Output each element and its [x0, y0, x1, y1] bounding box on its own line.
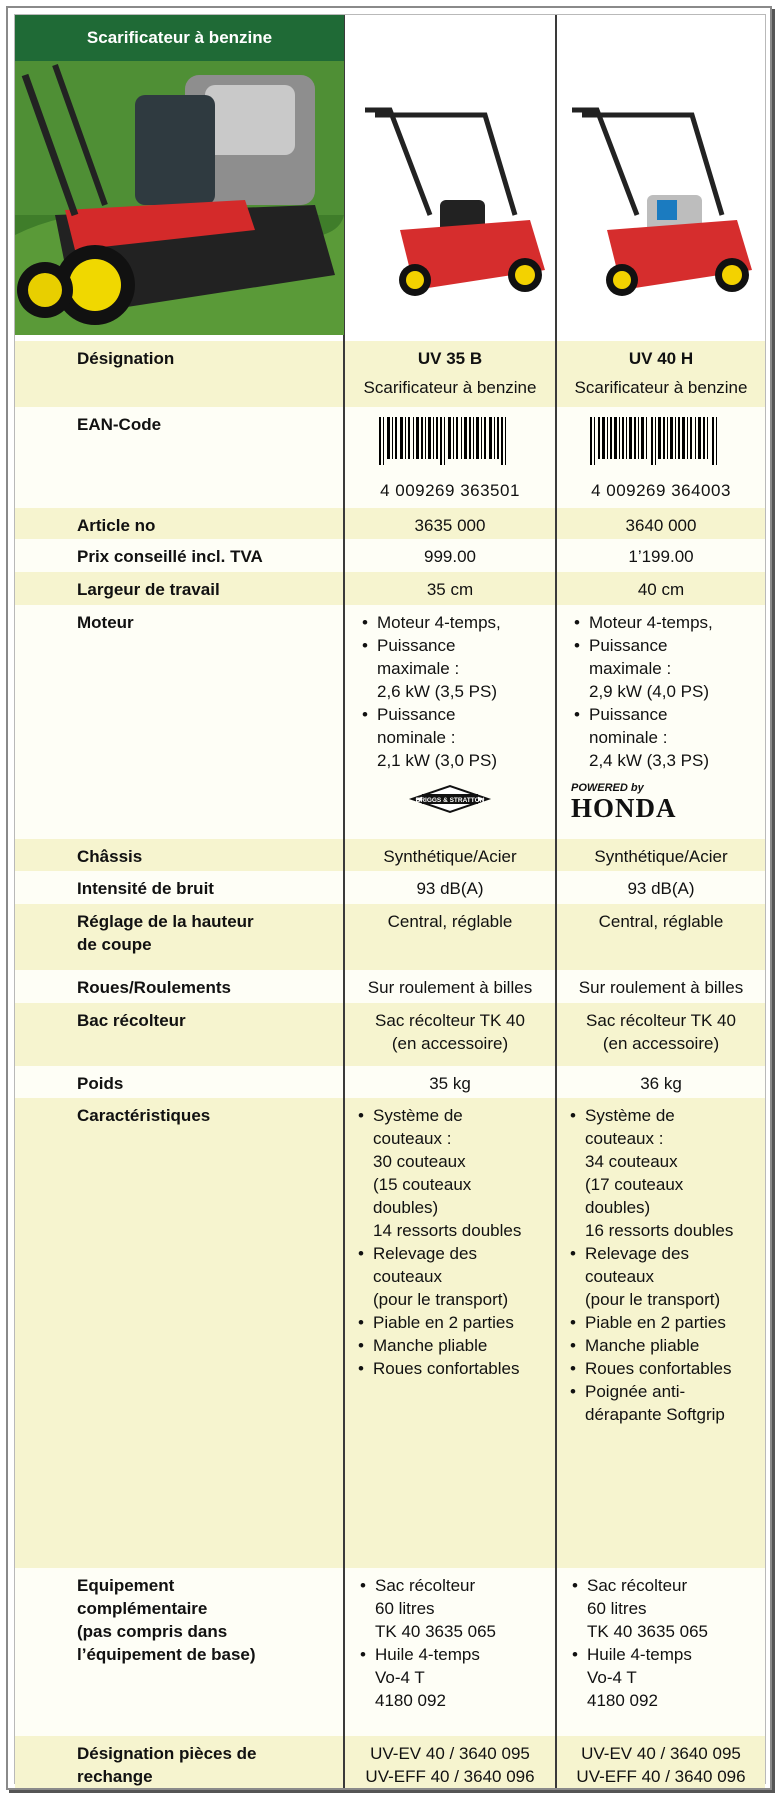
label-weight: Poids: [15, 1066, 344, 1098]
wheels-uv35b: Sur roulement à billes: [344, 970, 556, 1003]
page-frame: [6, 6, 772, 1790]
equipment-uv40h: [556, 1568, 765, 1736]
barcode-icon: [576, 417, 746, 479]
width-uv35b: 35 cm: [344, 572, 556, 605]
product-image-uv35b: [344, 15, 556, 341]
label-equipment: Equipement complémentaire (pas compris dans l’équipement de base): [15, 1568, 344, 1736]
features-list: [345, 1098, 555, 1380]
label-noise: Intensité de bruit: [15, 871, 344, 904]
label-features: Caractéristiques: [15, 1098, 344, 1568]
height-adjust-uv35b: Central, réglable: [344, 904, 556, 970]
list-item: • Système de couteaux : 34 couteaux (17 couteaux doubles) 16 ressorts doubles: [567, 1104, 765, 1242]
price-uv35b: 999.00: [344, 539, 556, 572]
svg-text:BRIGGS & STRATTON: BRIGGS & STRATTON: [415, 797, 485, 804]
list-item: • Sac récolteur 60 litres TK 40 3635 065: [357, 1574, 555, 1643]
list-item: • Sac récolteur 60 litres TK 40 3635 065: [569, 1574, 765, 1643]
article-uv35b: 3635 000: [344, 508, 556, 539]
list-item: • Roues confortables: [567, 1357, 765, 1380]
chassis-uv35b: Synthétique/Acier: [344, 839, 556, 871]
list-item: • Puissance nominale : 2,1 kW (3,0 PS): [359, 703, 555, 772]
label-article: Article no: [15, 508, 344, 539]
label-width: Largeur de travail: [15, 572, 344, 605]
equipment-list: [557, 1568, 765, 1712]
equipment-list: [345, 1568, 555, 1712]
price-uv40h: 1’199.00: [556, 539, 765, 572]
model-name: UV 35 B: [417, 349, 483, 368]
mower-icon: [345, 15, 557, 335]
ean-number: 4 009269 363501: [380, 481, 520, 500]
features-uv40h: [556, 1098, 765, 1568]
motor-list: [345, 605, 555, 772]
label-spares: Désignation pièces de rechange: [15, 1736, 344, 1790]
mower-icon: [557, 15, 766, 335]
noise-uv35b: 93 dB(A): [344, 871, 556, 904]
article-uv40h: 3640 000: [556, 508, 765, 539]
page-title: Scarificateur à benzine: [15, 15, 344, 61]
features-uv35b: [344, 1098, 556, 1568]
barcode-icon: [365, 417, 535, 479]
briggs-stratton-logo-icon: [408, 784, 492, 814]
equipment-uv35b: [344, 1568, 556, 1736]
list-item: • Huile 4-temps Vo-4 T 4180 092: [357, 1643, 555, 1712]
hero-photo: [15, 15, 344, 335]
features-list: [557, 1098, 765, 1426]
designation-uv35b: [344, 341, 556, 407]
weight-uv35b: 35 kg: [344, 1066, 556, 1098]
spares-uv35b: UV-EV 40 / 3640 095 UV-EFF 40 / 3640 096: [344, 1736, 556, 1790]
label-chassis: Châssis: [15, 839, 344, 871]
list-item: • Manche pliable: [567, 1334, 765, 1357]
list-item: • Huile 4-temps Vo-4 T 4180 092: [569, 1643, 765, 1712]
spares-uv40h: UV-EV 40 / 3640 095 UV-EFF 40 / 3640 096: [556, 1736, 765, 1790]
list-item: • Puissance nominale : 2,4 kW (3,3 PS): [571, 703, 765, 772]
motor-uv40h: [556, 605, 765, 839]
list-item: • Moteur 4-temps,: [359, 611, 555, 634]
bag-uv40h: Sac récolteur TK 40 (en accessoire): [556, 1003, 765, 1066]
height-adjust-uv40h: Central, réglable: [556, 904, 765, 970]
list-item: • Puissance maximale : 2,9 kW (4,0 PS): [571, 634, 765, 703]
chassis-uv40h: Synthétique/Acier: [556, 839, 765, 871]
product-image-uv40h: [556, 15, 765, 341]
list-item: • Piable en 2 parties: [567, 1311, 765, 1334]
model-name: UV 40 H: [628, 349, 694, 368]
wheels-uv40h: Sur roulement à billes: [556, 970, 765, 1003]
list-item: • Manche pliable: [355, 1334, 555, 1357]
motor-uv35b: [344, 605, 556, 839]
width-uv40h: 40 cm: [556, 572, 765, 605]
ean-number: 4 009269 364003: [591, 481, 731, 500]
label-motor: Moteur: [15, 605, 344, 839]
list-item: • Moteur 4-temps,: [571, 611, 765, 634]
label-wheels: Roues/Roulements: [15, 970, 344, 1003]
motor-list: [557, 605, 765, 772]
spec-table: [15, 15, 765, 1790]
list-item: • Piable en 2 parties: [355, 1311, 555, 1334]
ean-uv40h: [556, 407, 765, 508]
list-item: • Roues confortables: [355, 1357, 555, 1380]
list-item: • Relevage des couteaux (pour le transport): [567, 1242, 765, 1311]
spec-sheet: [14, 14, 766, 1784]
hero-cell: [15, 15, 344, 341]
label-ean: EAN-Code: [15, 407, 344, 508]
ean-uv35b: [344, 407, 556, 508]
bag-uv35b: Sac récolteur TK 40 (en accessoire): [344, 1003, 556, 1066]
label-bag: Bac récolteur: [15, 1003, 344, 1066]
list-item: • Poignée anti- dérapante Softgrip: [567, 1380, 765, 1426]
model-subtitle: Scarificateur à benzine: [574, 378, 748, 397]
label-designation: Désignation: [15, 341, 344, 407]
list-item: • Système de couteaux : 30 couteaux (15 couteaux doubles) 14 ressorts doubles: [355, 1104, 555, 1242]
label-height-adjust: Réglage de la hauteur de coupe: [15, 904, 344, 970]
list-item: • Relevage des couteaux (pour le transport): [355, 1242, 555, 1311]
weight-uv40h: 36 kg: [556, 1066, 765, 1098]
honda-logo: POWERED by HONDA: [571, 782, 677, 823]
noise-uv40h: 93 dB(A): [556, 871, 765, 904]
designation-uv40h: [556, 341, 765, 407]
label-price: Prix conseillé incl. TVA: [15, 539, 344, 572]
model-subtitle: Scarificateur à benzine: [363, 378, 537, 397]
list-item: • Puissance maximale : 2,6 kW (3,5 PS): [359, 634, 555, 703]
